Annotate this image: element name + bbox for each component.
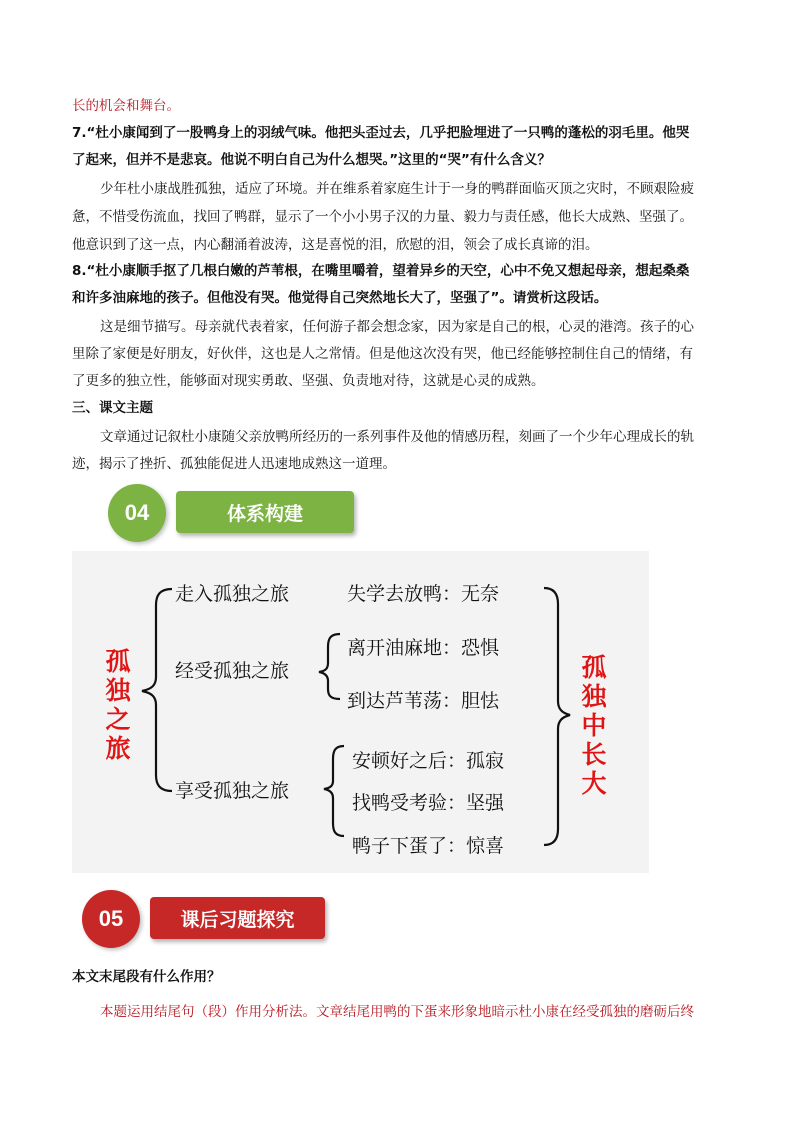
section-title-bar bbox=[176, 491, 354, 533]
answer-7-cont: 惫，不惜受伤流血，找回了鸭群，显示了一个小小男子汉的力量、毅力与责任感，他长大成熟、坚强了。 bbox=[72, 209, 693, 225]
theme-text: 文章通过记叙杜小康随父亲放鸭所经历的一系列事件及他的情感历程，刻画了一个少年心理成长的轨 bbox=[100, 429, 694, 445]
stage-item: 离开油麻地：恐惧 bbox=[347, 637, 500, 659]
stage-item: 失学去放鸭：无奈 bbox=[347, 583, 500, 605]
section-heading-theme: 三、课文主题 bbox=[72, 400, 153, 416]
right-vertical-label: 孤独中长大 bbox=[581, 653, 607, 798]
answer-8-cont: 了更多的独立性，能够面对现实勇敢、坚强、负责地对待，这就是心灵的成熟。 bbox=[72, 373, 545, 389]
exercise-answer: 本题运用结尾句（段）作用分析法。文章结尾用鸭的下蛋来形象地暗示杜小康在经受孤独的磨砺后终 bbox=[100, 1004, 694, 1020]
stage-name: 走入孤独之旅 bbox=[175, 583, 290, 605]
answer-7-cont: 他意识到了这一点，内心翻涌着波涛，这是喜悦的泪，欣慰的泪，领会了成长真谛的泪。 bbox=[72, 237, 599, 253]
lower-brace bbox=[324, 746, 344, 836]
middle-brace bbox=[319, 634, 340, 699]
section-number: 05 bbox=[98, 906, 124, 931]
theme-text-cont: 迹，揭示了挫折、孤独能促进人迅速地成熟这一道理。 bbox=[72, 456, 396, 472]
answer-7: 少年杜小康战胜孤独，适应了环境。并在维系着家庭生计于一身的鸭群面临灭顶之灾时，不顾艰险疲 bbox=[100, 181, 694, 197]
question-8: 8.“杜小康顺手抠了几根白嫩的芦苇根，在嘴里嚼着，望着异乡的天空，心中不免又想起母亲，想起桑桑 bbox=[72, 263, 690, 279]
question-7-cont: 了起来，但并不是悲哀。他说不明白自己为什么想哭。”这里的“哭”有什么含义？ bbox=[72, 152, 551, 168]
section-title-bar bbox=[150, 897, 325, 939]
answer-8: 这是细节描写。母亲就代表着家，任何游子都会想念家，因为家是自己的根，心灵的港湾。孩子的心 bbox=[100, 319, 694, 335]
stage-item: 鸭子下蛋了：惊喜 bbox=[352, 835, 505, 857]
structure-diagram bbox=[72, 551, 649, 873]
stage-item: 找鸭受考验：坚强 bbox=[352, 792, 505, 814]
text-line: 长的机会和舞台。 bbox=[72, 98, 180, 114]
section-number-badge bbox=[82, 890, 140, 948]
left-brace bbox=[142, 589, 172, 791]
question-8-cont: 和许多油麻地的孩子。但他没有哭。他觉得自己突然地长大了，坚强了”。请赏析这段话。 bbox=[72, 290, 608, 306]
answer-8-cont: 里除了家便是好朋友，好伙伴，这也是人之常情。但是他这次没有哭，他已经能够控制住自己的情绪，有 bbox=[72, 346, 693, 362]
section-number: 04 bbox=[124, 500, 150, 525]
section-title: 课后习题探究 bbox=[180, 908, 295, 931]
exercise-question: 本文末尾段有什么作用？ bbox=[72, 969, 221, 985]
stage-item: 到达芦苇荡：胆怯 bbox=[347, 690, 500, 712]
left-vertical-label: 孤独之旅 bbox=[105, 647, 131, 763]
section-title: 体系构建 bbox=[226, 502, 303, 525]
stage-name: 享受孤独之旅 bbox=[175, 780, 290, 802]
stage-name: 经受孤独之旅 bbox=[175, 660, 290, 682]
section-number-badge bbox=[108, 484, 166, 542]
right-brace bbox=[544, 588, 570, 845]
question-7: 7.“杜小康闻到了一股鸭身上的羽绒气味。他把头歪过去，几乎把脸埋进了一只鸭的蓬松的羽毛里。他哭 bbox=[72, 125, 690, 141]
stage-item: 安顿好之后：孤寂 bbox=[352, 750, 505, 772]
